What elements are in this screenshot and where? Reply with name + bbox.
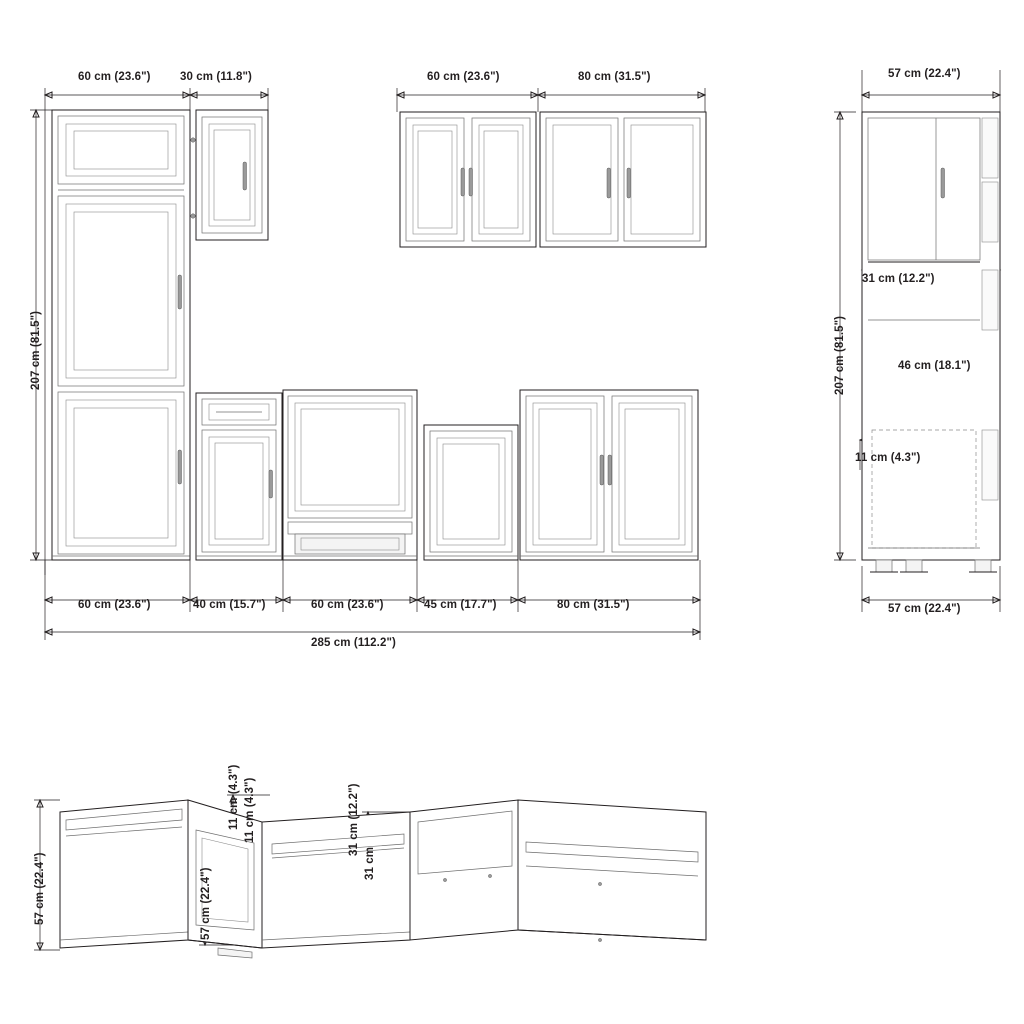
side-elevation-tall-unit <box>862 112 1000 572</box>
dim-bottom-40: 40 cm (15.7") <box>193 599 266 611</box>
dim-plan-11b: 11 cm (4.3") <box>244 777 256 843</box>
tall-cabinet-left <box>52 110 190 560</box>
dim-side-11: 11 cm (4.3") <box>855 452 921 464</box>
dim-height-left-207: 207 cm (81.5") <box>30 310 42 390</box>
dim-total-285: 285 cm (112.2") <box>311 637 396 649</box>
dim-bottom-80: 80 cm (31.5") <box>557 599 630 611</box>
dim-top-60: 60 cm (23.6") <box>78 71 151 83</box>
oven-unit-60 <box>283 390 417 560</box>
base-unit-40 <box>196 393 282 560</box>
dim-side-height-207: 207 cm (81.5") <box>834 315 846 395</box>
base-unit-80 <box>520 390 698 560</box>
narrow-wall-unit-30 <box>191 110 268 240</box>
base-unit-45 <box>424 425 518 560</box>
dim-bottom-45: 45 cm (17.7") <box>424 599 497 611</box>
plan-view-cabinets <box>60 800 706 958</box>
dimension-lines-wall-units <box>397 88 705 112</box>
dim-bottom-60a: 60 cm (23.6") <box>78 599 151 611</box>
dim-top-30: 30 cm (11.8") <box>180 71 252 83</box>
dim-wall-60: 60 cm (23.6") <box>427 71 500 83</box>
dim-plan-57a: 57 cm (22.4") <box>34 852 46 925</box>
dim-side-top-57: 57 cm (22.4") <box>888 68 961 80</box>
dim-plan-31b: 31 cm <box>364 846 376 880</box>
dim-wall-80: 80 cm (31.5") <box>578 71 651 83</box>
dim-plan-11a: 11 cm (4.3") <box>228 764 240 830</box>
wall-unit-60 <box>400 112 536 247</box>
wall-unit-80 <box>540 112 706 247</box>
dim-plan-57b: 57 cm (22.4") <box>200 867 212 940</box>
dim-side-46: 46 cm (18.1") <box>898 360 971 372</box>
dim-bottom-60b: 60 cm (23.6") <box>311 599 384 611</box>
dim-side-31: 31 cm (12.2") <box>862 273 935 285</box>
dim-side-bottom-57: 57 cm (22.4") <box>888 603 961 615</box>
dim-plan-31a: 31 cm (12.2") <box>348 783 360 856</box>
